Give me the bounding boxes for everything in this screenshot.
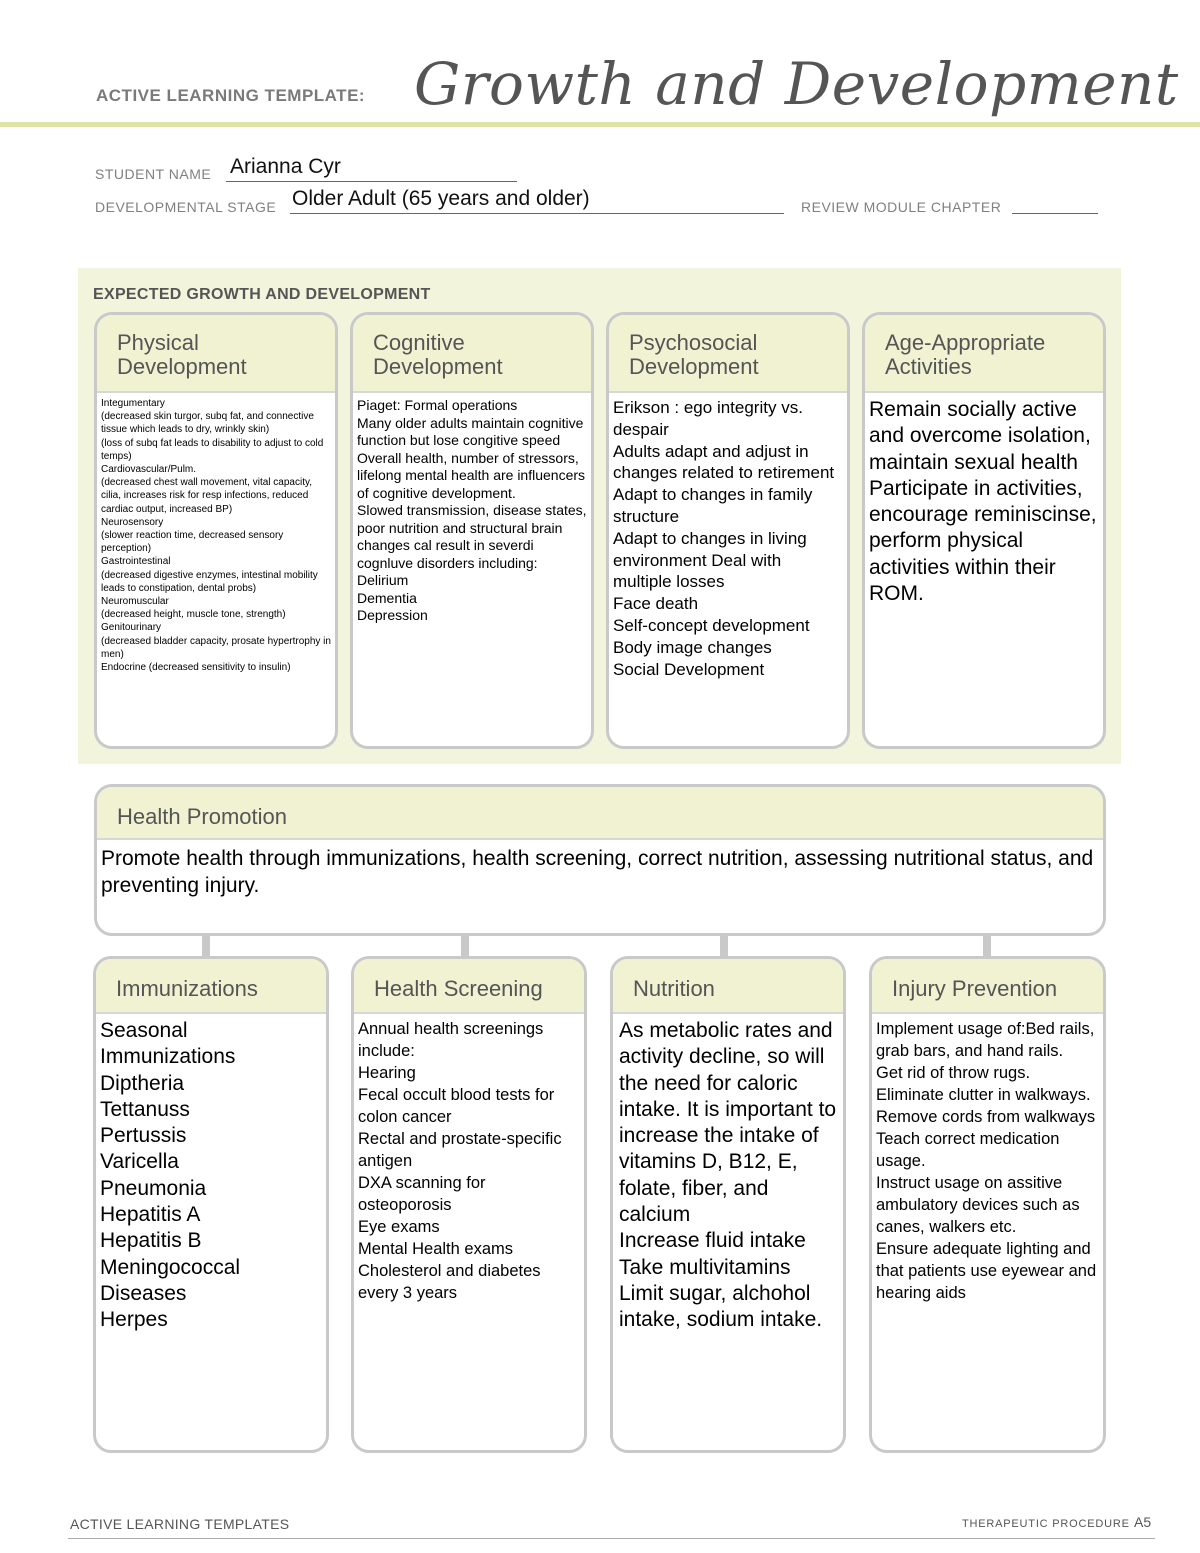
student-name-field[interactable] <box>226 155 517 182</box>
page-number: A5 <box>1134 1514 1152 1530</box>
card-title: Injury Prevention <box>872 959 1103 1014</box>
card-title: Nutrition <box>613 959 843 1014</box>
footer-right: THERAPEUTIC PROCEDURE <box>962 1518 1130 1530</box>
developmental-stage-label: DEVELOPMENTAL STAGE <box>95 199 277 215</box>
developmental-stage-field[interactable] <box>290 187 784 214</box>
review-module-field[interactable] <box>1012 196 1098 214</box>
physical-development-text: Integumentary (decreased skin turgor, subq fat, and connective tissue which leads to dry, wrinkly skin) (loss of subq fat leads to disability to adjust to cold temps) Cardiovascular/Pulm. (decreased chest wall movement, vital capacity, cilia, increases risk for resp infections, reduced cardiac output, increased BP) Neurosensory (slower reaction time, decreased sensory perception) Gastrointestinal (decreased digestive enzymes, intestinal mobility leads to constipation, dental probs) Neuromuscular (decreased height, muscle tone, strength) Genitourinary (decreased bladder capacity, prosate hypertrophy in men) Endocrine (decreased sensitivity to insulin) <box>101 398 331 674</box>
review-module-label: REVIEW MODULE CHAPTER <box>801 199 1002 215</box>
health-screening-text: Annual health screenings include: Hearing Fecal occult blood tests for colon cancer Rectal and prostate-specific antigen DXA scanning for osteoporosis Eye exams Mental Health exams Cholesterol and diabetes every 3 years <box>358 1020 562 1302</box>
age-appropriate-activities-text: Remain socially active and overcome isolation, maintain sexual health Participate in activities, encourage reminiscinse, perform physical activities within their ROM. <box>869 398 1097 606</box>
card-title: Psychosocial Development <box>609 315 847 393</box>
injury-prevention-card <box>869 956 1106 1453</box>
psychosocial-development-card <box>606 312 850 749</box>
immunizations-text: Seasonal Immunizations Diptheria Tettanuss Pertussis Varicella Pneumonia Hepatitis A Hepatitis B Meningococcal Diseases Herpes <box>100 1019 241 1332</box>
card-title: Health Screening <box>354 959 584 1014</box>
template-label: ACTIVE LEARNING TEMPLATE: <box>96 86 366 105</box>
physical-development-card <box>94 312 338 749</box>
nutrition-text: As metabolic rates and activity decline, so will the need for caloric intake. It is important to increase the intake of vitamins D, B12, E, folate, fiber, and calcium Increase fluid intake Take multivitamins Limit sugar, alchohol intake, sodium intake. <box>619 1019 837 1332</box>
psychosocial-development-text: Erikson : ego integrity vs. despair Adults adapt and adjust in changes related to retirement Adapt to changes in family structure Adapt to changes in living environment Deal with multiple losses Face death Self-concept development Body image changes Social Development <box>613 398 835 679</box>
footer-rule <box>68 1538 1155 1539</box>
footer-left: ACTIVE LEARNING TEMPLATES <box>70 1516 290 1532</box>
injury-prevention-text: Implement usage of:Bed rails, grab bars, and hand rails. Get rid of throw rugs. Eliminate clutter in walkways. Remove cords from walkways Teach correct medication usage. Instruct usage on assitive ambulatory devices such as canes, walkers etc. Ensure adequate lighting and that patients use eyewear and hearing aids <box>876 1020 1097 1302</box>
health-promotion-title: Health Promotion <box>97 787 1103 840</box>
connector <box>720 936 728 956</box>
cognitive-development-card <box>350 312 594 749</box>
connector <box>202 936 210 956</box>
health-promotion-card <box>94 784 1106 936</box>
header-rule <box>0 122 1200 127</box>
age-appropriate-activities-card <box>862 312 1106 749</box>
card-title: Immunizations <box>96 959 326 1014</box>
card-title: Cognitive Development <box>353 315 591 393</box>
connector <box>983 936 991 956</box>
student-name-label: STUDENT NAME <box>95 166 212 182</box>
card-title: Physical Development <box>97 315 335 393</box>
expected-section-title: EXPECTED GROWTH AND DEVELOPMENT <box>93 286 431 303</box>
card-title: Age-Appropriate Activities <box>865 315 1103 393</box>
immunizations-card <box>93 956 329 1453</box>
connector <box>461 936 469 956</box>
health-screening-card <box>351 956 587 1453</box>
nutrition-card <box>610 956 846 1453</box>
developmental-stage-value: Older Adult (65 years and older) <box>292 187 590 210</box>
cognitive-development-text: Piaget: Formal operations Many older adults maintain cognitive function but lose congitive speed Overall health, number of stressors, lifelong mental health are influencers of cognitive development. Slowed transmission, disease states, poor nutrition and structural brain changes cal result in severdi cognluve disorders including: Delirium Dementia Depression <box>357 397 587 623</box>
page-title: Growth and Development <box>414 50 1179 118</box>
student-name-value: Arianna Cyr <box>230 155 341 178</box>
health-promotion-text: Promote health through immunizations, health screening, correct nutrition, assessing nutritional status, and preventing injury. <box>101 847 1094 897</box>
